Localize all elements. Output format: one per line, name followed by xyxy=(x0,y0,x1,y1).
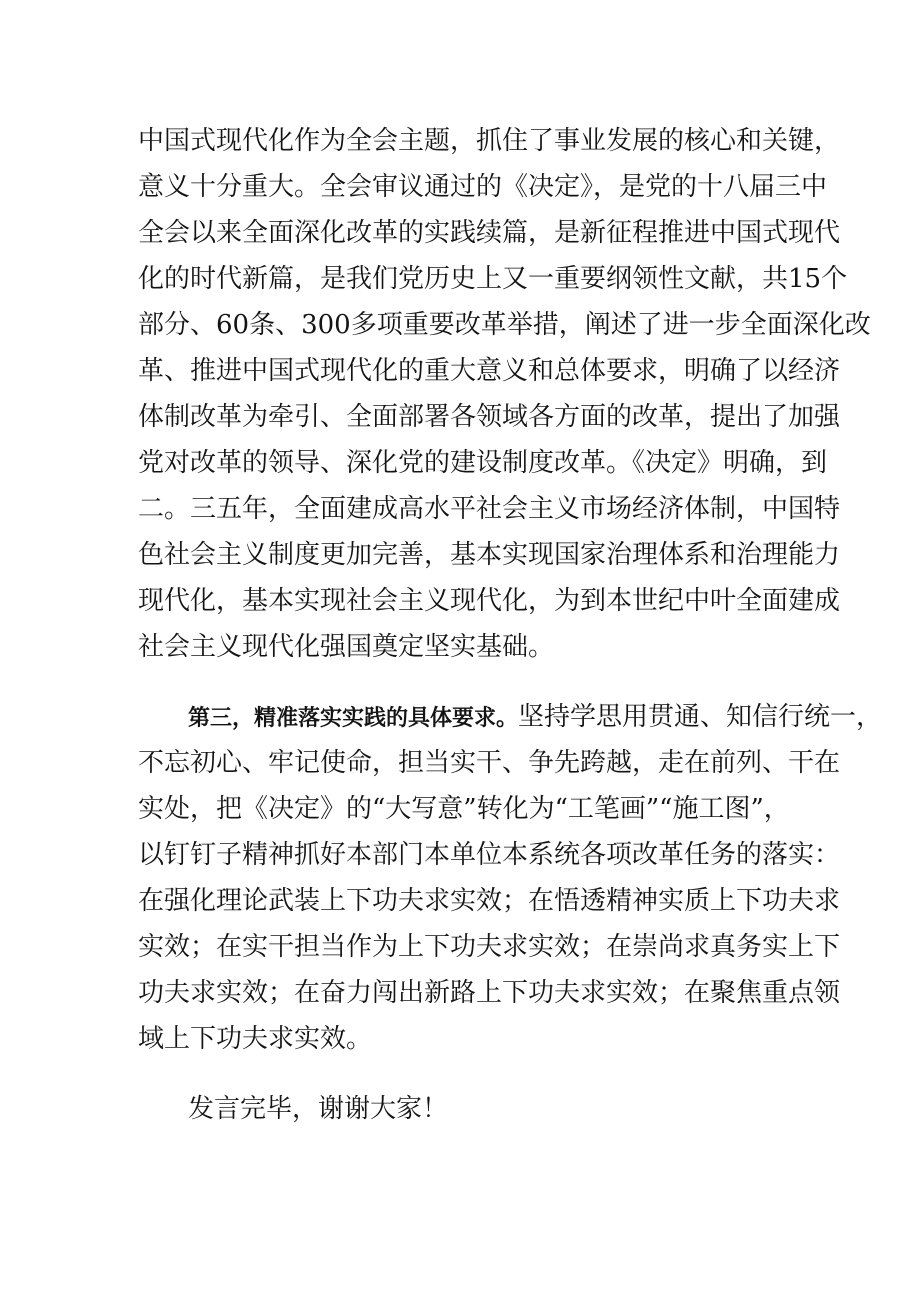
paragraph2-line-6: 实效；在实干担当作为上下功夫求实效；在崇尚求真务实上下 xyxy=(138,932,841,962)
paragraph2-line-3: 实处，把《决定》的“大写意”转化为“工笔画”“施工图”， xyxy=(138,794,790,824)
paragraph2-line-1 xyxy=(188,695,883,739)
paragraph1-line-6: 革、推进中国式现代化的重大意义和总体要求，明确了以经济 xyxy=(138,356,841,386)
paragraph2-line-4: 以钉钉子精神抓好本部门本单位本系统各项改革任务的落实： xyxy=(138,840,841,870)
paragraph1-line-8: 党对改革的领导、深化党的建设制度改革。《决定》明确，到 xyxy=(138,448,828,478)
paragraph1-line-1: 中国式现代化作为全会主题，抓住了事业发展的核心和关键， xyxy=(138,126,841,156)
paragraph1-line-10: 色社会主义制度更加完善，基本实现国家治理体系和治理能力 xyxy=(138,540,841,570)
paragraph1-line-2: 意义十分重大。全会审议通过的《决定》，是党的十八届三中 xyxy=(138,172,828,202)
paragraph2-line-8: 域上下功夫求实效。 xyxy=(138,1024,373,1054)
paragraph1-line-11: 现代化，基本实现社会主义现代化，为到本世纪中叶全面建成 xyxy=(138,586,841,616)
paragraph2-lead: 第三，精准落实实践的具体要求。 xyxy=(188,706,519,731)
paragraph1-line-5: 部分、60条、300多项重要改革举措，阐述了进一步全面深化改 xyxy=(138,310,871,340)
paragraph1-line-12: 社会主义现代化强国奠定坚实基础。 xyxy=(138,632,555,662)
paragraph1-line-4: 化的时代新篇，是我们党历史上又一重要纲领性文献，共15个 xyxy=(138,264,848,294)
closing-remark: 发言完毕，谢谢大家！ xyxy=(188,1094,449,1124)
paragraph2-line-5: 在强化理论武装上下功夫求实效；在悟透精神实质上下功夫求 xyxy=(138,886,841,916)
paragraph1-line-7: 体制改革为牵引、全面部署各领域各方面的改革，提出了加强 xyxy=(138,402,841,432)
paragraph2-line-2: 不忘初心、牢记使命，担当实干、争先跨越，走在前列、干在 xyxy=(138,748,841,778)
paragraph1-line-9: 二。三五年，全面建成高水平社会主义市场经济体制，中国特 xyxy=(138,494,841,524)
paragraph2-first-line-rest: 坚持学思用贯通、知信行统一， xyxy=(518,702,883,732)
paragraph1-line-3: 全会以来全面深化改革的实践续篇，是新征程推进中国式现代 xyxy=(138,218,841,248)
paragraph2-line-7: 功夫求实效；在奋力闯出新路上下功夫求实效；在聚焦重点领 xyxy=(138,978,841,1008)
